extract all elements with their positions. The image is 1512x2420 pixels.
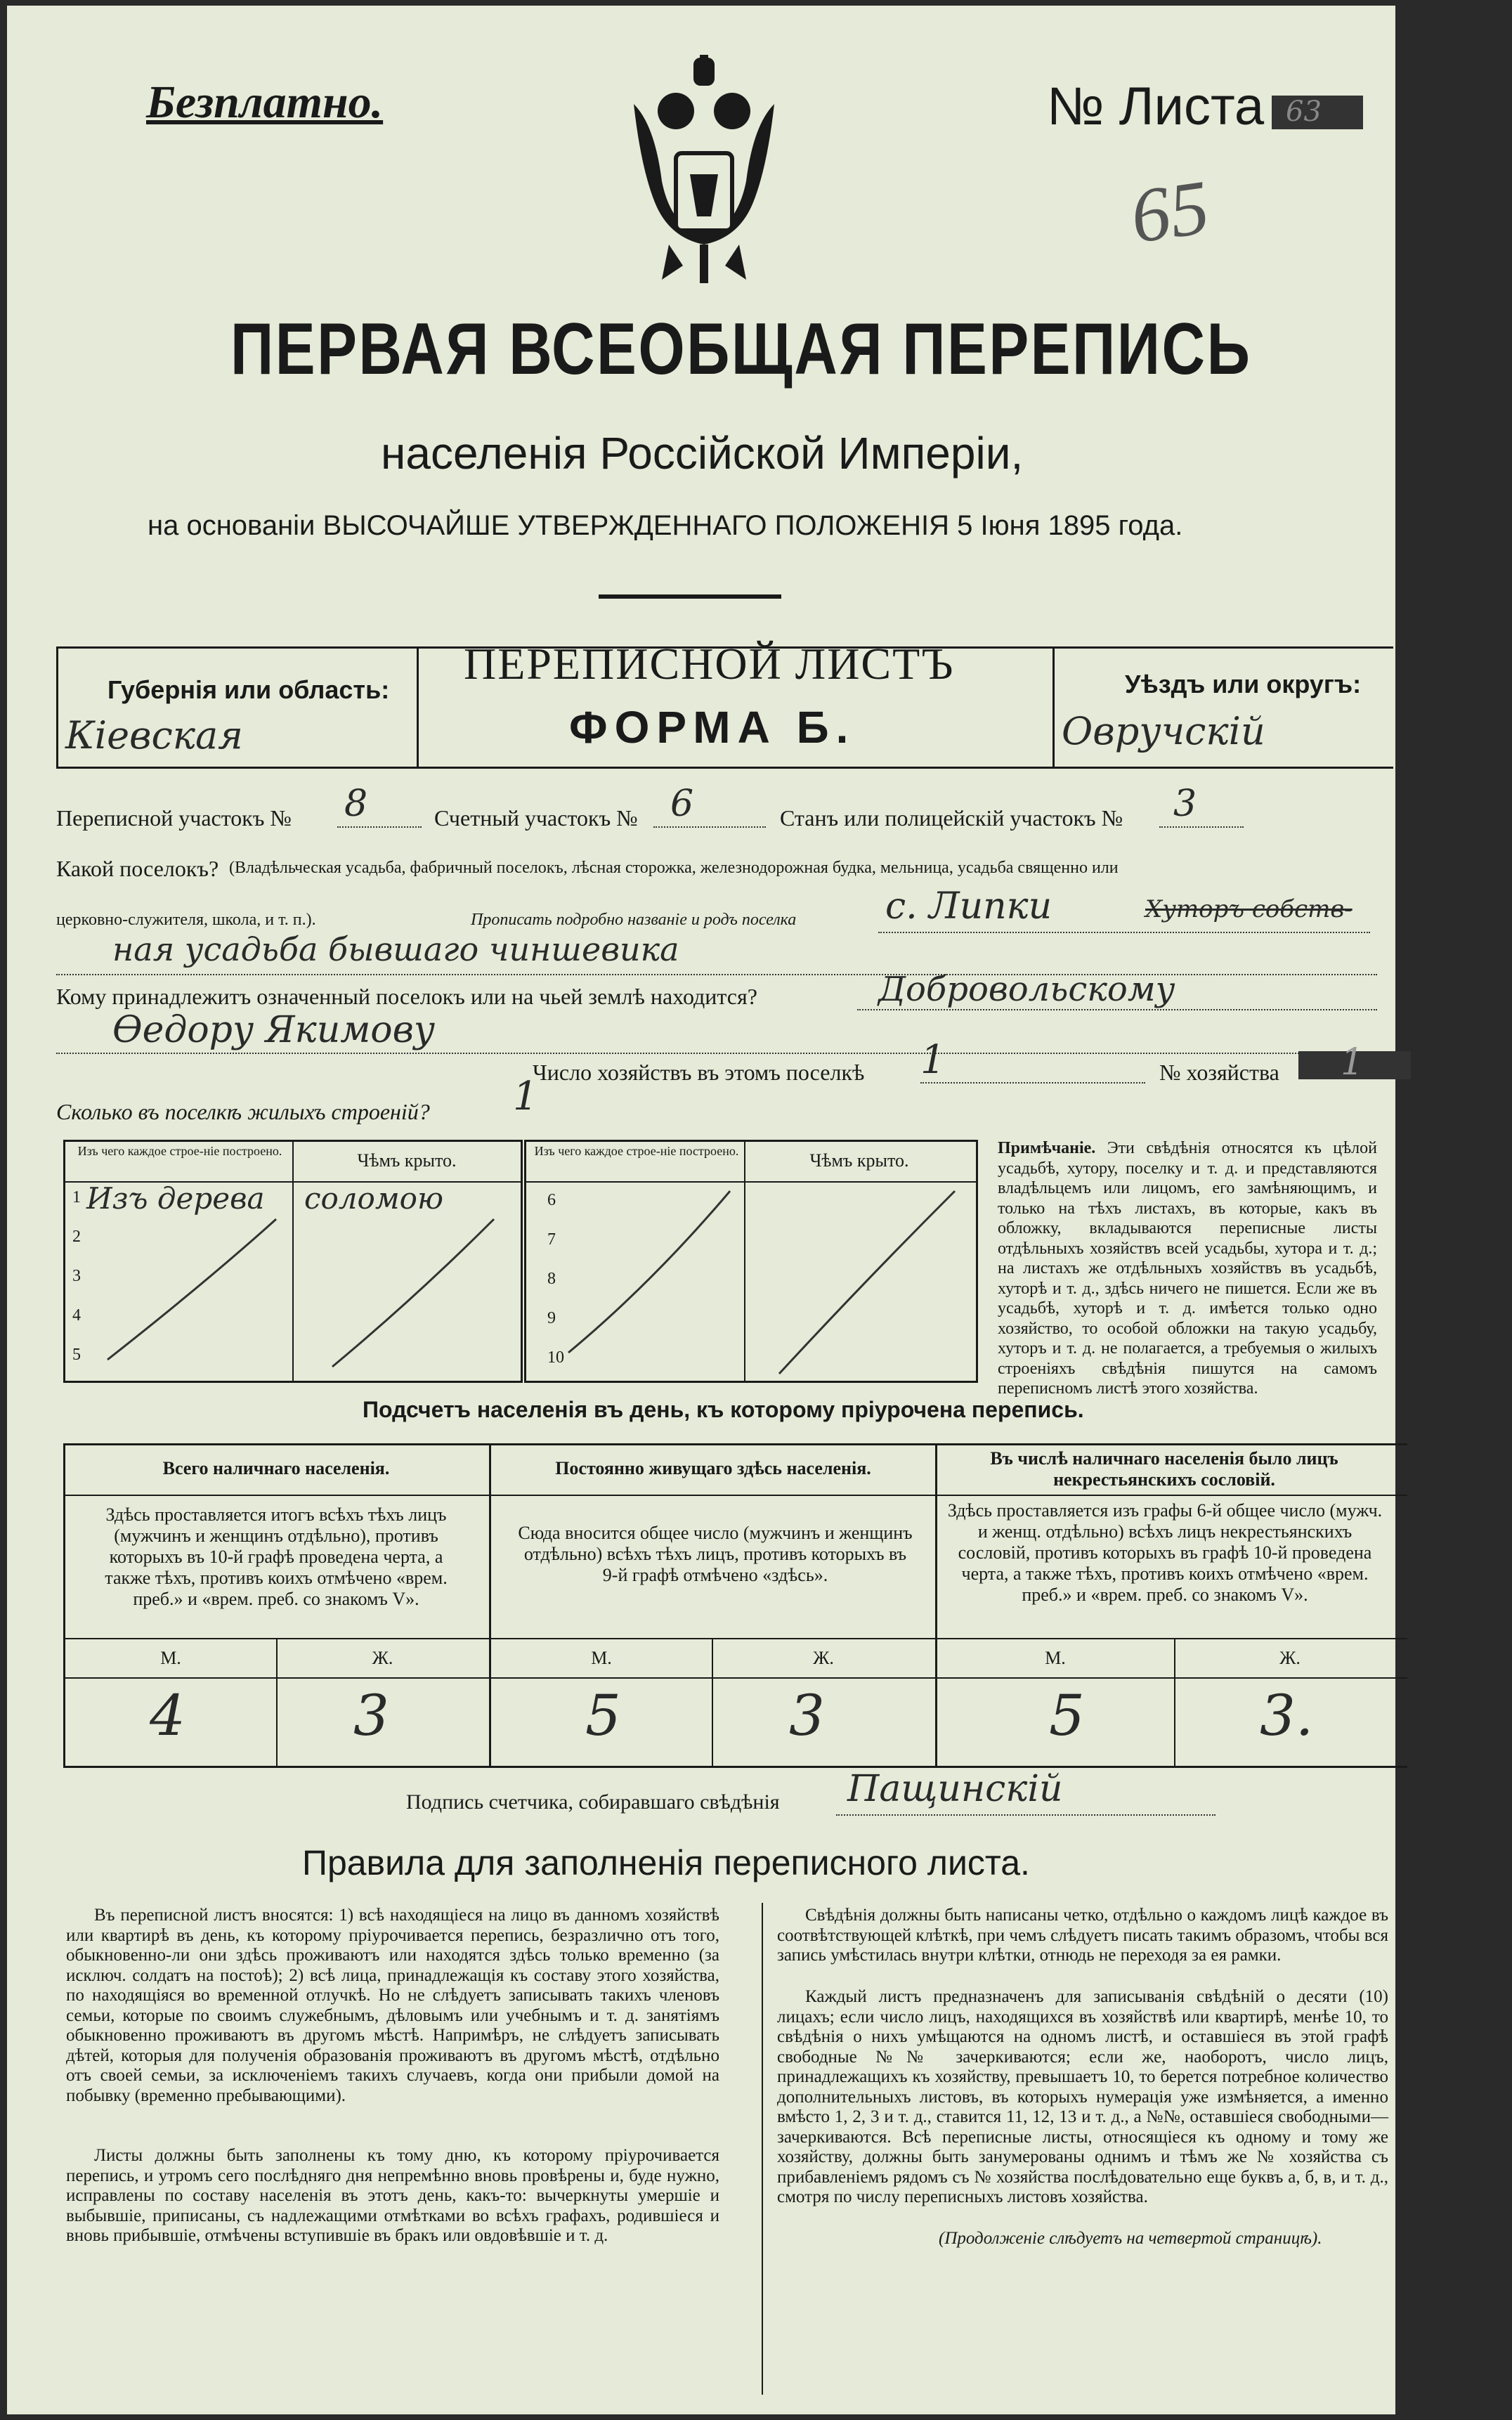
guberniya-label: Губернія или область: bbox=[107, 675, 390, 704]
non-peasant-female-value: 3. bbox=[1260, 1683, 1314, 1748]
buildings-note bbox=[998, 1138, 1377, 1399]
rules-title: Правила для заполненія переписного листа. bbox=[302, 1843, 1030, 1882]
buildings-table-left bbox=[63, 1140, 523, 1383]
sheet-stamp-number: 65 bbox=[1125, 163, 1214, 260]
row-num: 3 bbox=[72, 1267, 81, 1285]
col-roof-header: Чѣмъ крыто. bbox=[809, 1150, 909, 1171]
note-text: Эти свѣдѣнія относятся къ цѣлой усадьбѣ, хутору, поселку и т. д. и представляются владѣльцемъ или лицомъ, его замѣняющимъ, и только на тѣхъ листахъ, въ которые, какъ въ обложку, вкладываются переписные листы отдѣльныхъ хозяйствъ всей усадьбы, хутора и т. д.; на листахъ же отдѣльныхъ хозяйствъ въ усадьбѣ, хуторѣ и т. д., здѣсь ничего не пишется. Если же въ усадьбѣ, хуторѣ и т. д. имѣется только одно хозяйство, то особой обложки на такую усадьбу, хуторъ и т. д. не полагается, а требуемыя о жилыхъ строеніяхъ свѣдѣнія пишутся на самомъ переписномъ листѣ этого хозяйства. bbox=[998, 1139, 1377, 1398]
sheet-number-value: 63 bbox=[1286, 96, 1322, 128]
table-divider bbox=[65, 1677, 1407, 1679]
owner-value-2: Ѳедору Якимову bbox=[112, 1009, 436, 1051]
rules-right-para-2: Каждый листъ предназначенъ для записыванія свѣдѣній о десяти (10) лицахъ; если число лицъ, находящихся въ хозяйствѣ или квартирѣ, менѣе 10, то свѣдѣнія о нихъ умѣщаются на одномъ листѣ, и оставшіеся въ этой графѣ свободные №№ зачеркиваются; если же, наоборотъ, число лицъ, принадлежащихъ къ хозяйству, превышаетъ 10, то берется потребное количество дополнительныхъ листовъ, въ которыхъ нумерація уже измѣняется, а именно вмѣсто 1, 2, 3 и т. д., ставится 11, 12, 13 и т. д., а №№, оставшіеся свободными—зачеркиваются. Всѣ переписные листы, относящіеся къ одному и тому же хозяйству, должны быть занумерованы однимъ и тѣмъ же № хозяйства съ прибавленіемъ рядомъ съ № хозяйства послѣдовательно еще буквъ а, б, в, и т. д., смотря по числу переписныхъ листовъ хозяйства. bbox=[777, 1987, 1388, 2206]
buildings-label: Сколько въ поселкѣ жилыхъ строеній? bbox=[56, 1099, 430, 1124]
imperial-eagle-emblem bbox=[627, 55, 781, 294]
row-num: 4 bbox=[72, 1306, 81, 1325]
female-label: Ж. bbox=[1279, 1648, 1301, 1668]
buildings-table-right bbox=[524, 1140, 978, 1383]
census-subtitle: населенія Россійской Имперіи, bbox=[381, 428, 1024, 479]
household-no-value: 1 bbox=[1341, 1041, 1364, 1084]
row-num: 8 bbox=[547, 1270, 556, 1288]
sheet-number-box bbox=[1272, 96, 1363, 129]
female-label: Ж. bbox=[813, 1648, 834, 1668]
uezd-value: Овручскій bbox=[1062, 709, 1265, 753]
rules-left-para-1: Въ переписной листъ вносятся: 1) всѣ находящіеся на лицо въ данномъ хозяйствѣ или квартирѣ въ день, къ которому пріурочивается перепись, безразлично отъ того, обыкновенно-ли они здѣсь проживаютъ или находятся здѣсь только временно (за исключ. солдатъ на постоѣ); 2) всѣ лица, принадлежащія къ составу этого хозяйства, по находящіяся во временной отлучкѣ. Но не слѣдуетъ записывать такихъ членовъ семьи, которые по своимъ служебнымъ, дѣловымъ или учебнымъ и т. д. занятіямъ обыкновенно проживаютъ въ другомъ мѣстѣ. Напримѣръ, не слѣдуетъ записывать дѣтей, которыя для полученія образованія проживаютъ въ другомъ мѣстѣ, отдѣльно отъ своей семьи, за исключеніемъ такихъ случаевъ, когда они прибыли домой на побывку (временно пребывающими). bbox=[66, 1906, 719, 2105]
signature-line bbox=[836, 1813, 1216, 1816]
signature-value: Пащинскій bbox=[847, 1768, 1063, 1810]
settlement-value-2: Хуторъ собств- bbox=[1145, 895, 1353, 923]
households-label: Число хозяйствъ въ этомъ поселкѣ bbox=[533, 1060, 865, 1085]
title-divider bbox=[599, 594, 781, 599]
rules-column-divider bbox=[762, 1903, 763, 2395]
counting-area-label: Счетный участокъ № bbox=[434, 805, 638, 831]
col-material-header: Изъ чего каждое строе-ніе построено. bbox=[534, 1144, 739, 1158]
row-num: 10 bbox=[547, 1348, 564, 1367]
strike-through-marks bbox=[526, 1142, 976, 1381]
settlement-hint-2: церковно-служителя, школа, и т. п.). bbox=[56, 911, 316, 929]
counting-area-line bbox=[653, 825, 766, 828]
col3-desc: Здѣсь проставляется изъ графы 6-й общее число (мужч. и женщ. отдѣльно) всѣхъ лицъ некрестьянскихъ сословій, противъ которыхъ въ графѣ 10-й проведена черта, а также тѣхъ, противъ коихъ отмѣчено «врем. преб.» и «врем. преб. со знакомъ V». bbox=[947, 1500, 1383, 1605]
row-num: 9 bbox=[547, 1309, 556, 1327]
owner-label: Кому принадлежитъ означенный поселокъ или на чьей землѣ находится? bbox=[56, 984, 757, 1009]
census-sheet-title: ПЕРЕПИСНОЙ ЛИСТЪ bbox=[464, 639, 955, 689]
settlement-hint-1: (Владѣльческая усадьба, фабричный поселокъ, лѣсная сторожка, железнодорожная будка, мельница, усадьба священно или bbox=[229, 859, 1119, 877]
table-divider bbox=[65, 1638, 1407, 1639]
female-label: Ж. bbox=[372, 1648, 393, 1668]
male-label: М. bbox=[1045, 1648, 1066, 1668]
census-form-sheet bbox=[7, 6, 1395, 2414]
row-num: 6 bbox=[547, 1191, 556, 1209]
row-num: 1 bbox=[72, 1188, 81, 1206]
population-heading: Подсчетъ населенія въ день, къ которому пріурочена перепись. bbox=[363, 1397, 1084, 1422]
row-num: 7 bbox=[547, 1230, 556, 1249]
col3-title: Въ числѣ наличнаго населенія было лицъ некрестьянскихъ сословій. bbox=[990, 1448, 1338, 1490]
row-num: 2 bbox=[72, 1228, 81, 1246]
form-name: ФОРМА Б. bbox=[569, 702, 856, 753]
resident-female-value: 3 bbox=[789, 1683, 825, 1748]
stan-value: 3 bbox=[1173, 783, 1197, 825]
row1-roof: соломою bbox=[304, 1181, 443, 1216]
population-table bbox=[63, 1443, 1407, 1768]
census-main-title: ПЕРВАЯ ВСЕОБЩАЯ ПЕРЕПИСЬ bbox=[230, 308, 1252, 390]
household-no-label: № хозяйства bbox=[1159, 1060, 1279, 1085]
col2-title: Постоянно живущаго здѣсь населенія. bbox=[555, 1458, 871, 1478]
settlement-hint-3: Прописать подробно названіе и родъ поселка bbox=[471, 911, 797, 929]
non-peasant-male-value: 5 bbox=[1049, 1683, 1085, 1748]
col1-desc: Здѣсь проставляется итогъ всѣхъ тѣхъ лицъ (мужчинъ и женщинъ отдѣльно), противъ которыхъ въ 10-й графѣ проведена черта, а также тѣхъ, противъ коихъ отмѣчено «врем. преб.» и «врем. преб. со знакомъ V». bbox=[105, 1504, 448, 1609]
rules-right-para-1: Свѣдѣнія должны быть написаны четко, отдѣльно о каждомъ лицѣ каждое въ соотвѣтствующей клѣткѣ, при чемъ слѣдуетъ писать такимъ образомъ, чтобы вся запись умѣстилась внутри клѣтки, отнюдь не переходя за ея рамки. bbox=[777, 1906, 1388, 1965]
table-divider bbox=[489, 1445, 491, 1766]
col-material-header: Изъ чего каждое строе-ніе построено. bbox=[77, 1144, 282, 1158]
table-divider bbox=[65, 1495, 1407, 1496]
uezd-label: Уѣздъ или округъ: bbox=[1125, 670, 1362, 698]
col1-title: Всего наличнаго населенія. bbox=[162, 1458, 390, 1478]
census-area-line bbox=[337, 825, 422, 828]
settlement-value-1: с. Липки bbox=[885, 885, 1052, 928]
households-value: 1 bbox=[920, 1037, 946, 1083]
male-label: М. bbox=[591, 1648, 612, 1668]
guberniya-value: Кіевская bbox=[65, 713, 243, 757]
settlement-line-1 bbox=[878, 930, 1370, 933]
present-female-value: 3 bbox=[353, 1683, 389, 1748]
owner-line-2 bbox=[56, 1051, 1377, 1054]
resident-male-value: 5 bbox=[585, 1683, 621, 1748]
buildings-value: 1 bbox=[513, 1074, 538, 1119]
stan-line bbox=[1159, 825, 1244, 828]
census-legal-basis: на основаніи ВЫСОЧАЙШЕ УТВЕРЖДЕННАГО ПОЛОЖЕНІЯ 5 Іюня 1895 года. bbox=[148, 510, 1183, 541]
rules-continued: (Продолженіе слѣдуетъ на четвертой страницѣ). bbox=[939, 2229, 1322, 2248]
census-area-label: Переписной участокъ № bbox=[56, 805, 292, 831]
free-label: Безплатно. bbox=[146, 77, 384, 128]
stan-label: Станъ или полицейскій участокъ № bbox=[780, 805, 1123, 831]
strike-through-marks bbox=[65, 1142, 521, 1381]
row1-material: Изъ дерева bbox=[86, 1181, 265, 1216]
row-num: 5 bbox=[72, 1346, 81, 1364]
counting-area-value: 6 bbox=[670, 783, 694, 825]
present-male-value: 4 bbox=[150, 1683, 185, 1748]
signature-label: Подпись счетчика, собиравшаго свѣдѣнія bbox=[406, 1790, 780, 1814]
owner-value-1: Добровольскому bbox=[878, 970, 1175, 1009]
households-line bbox=[920, 1081, 1145, 1084]
col-roof-header: Чѣмъ крыто. bbox=[357, 1150, 457, 1171]
sheet-number-label: № Листа bbox=[1047, 77, 1265, 136]
guberniya-box bbox=[56, 646, 419, 769]
uezd-box bbox=[1052, 646, 1390, 769]
census-area-value: 8 bbox=[344, 783, 368, 825]
male-label: М. bbox=[160, 1648, 181, 1668]
settlement-label: Какой поселокъ? bbox=[56, 856, 219, 881]
settlement-value-3: ная усадьба бывшаго чиншевика bbox=[112, 930, 679, 968]
table-divider bbox=[935, 1445, 937, 1766]
rules-left-para-2: Листы должны быть заполнены къ тому дню, къ которому пріурочивается перепись, и утромъ сего послѣдняго дня непремѣнно вновь провѣрены и, буде нужно, исправлены по составу населенія въ этотъ день, какъ-то: вычеркнуты умершіе и выбывшіе, приписаны, съ надлежащими отмѣтками во всѣхъ графахъ, родившіеся и вновь прибывшіе, отмѣчены вступившіе въ бракъ или овдовѣвшіе и т. д. bbox=[66, 2146, 719, 2245]
note-title: Примѣчаніе. bbox=[998, 1139, 1096, 1157]
household-no-box bbox=[1298, 1041, 1411, 1084]
col2-desc: Сюда вносится общее число (мужчинъ и женщинъ отдѣльно) всѣхъ тѣхъ лицъ, противъ которыхъ въ 9-й графѣ отмѣчено «здѣсь». bbox=[518, 1523, 913, 1585]
settlement-line-2 bbox=[56, 972, 1377, 975]
